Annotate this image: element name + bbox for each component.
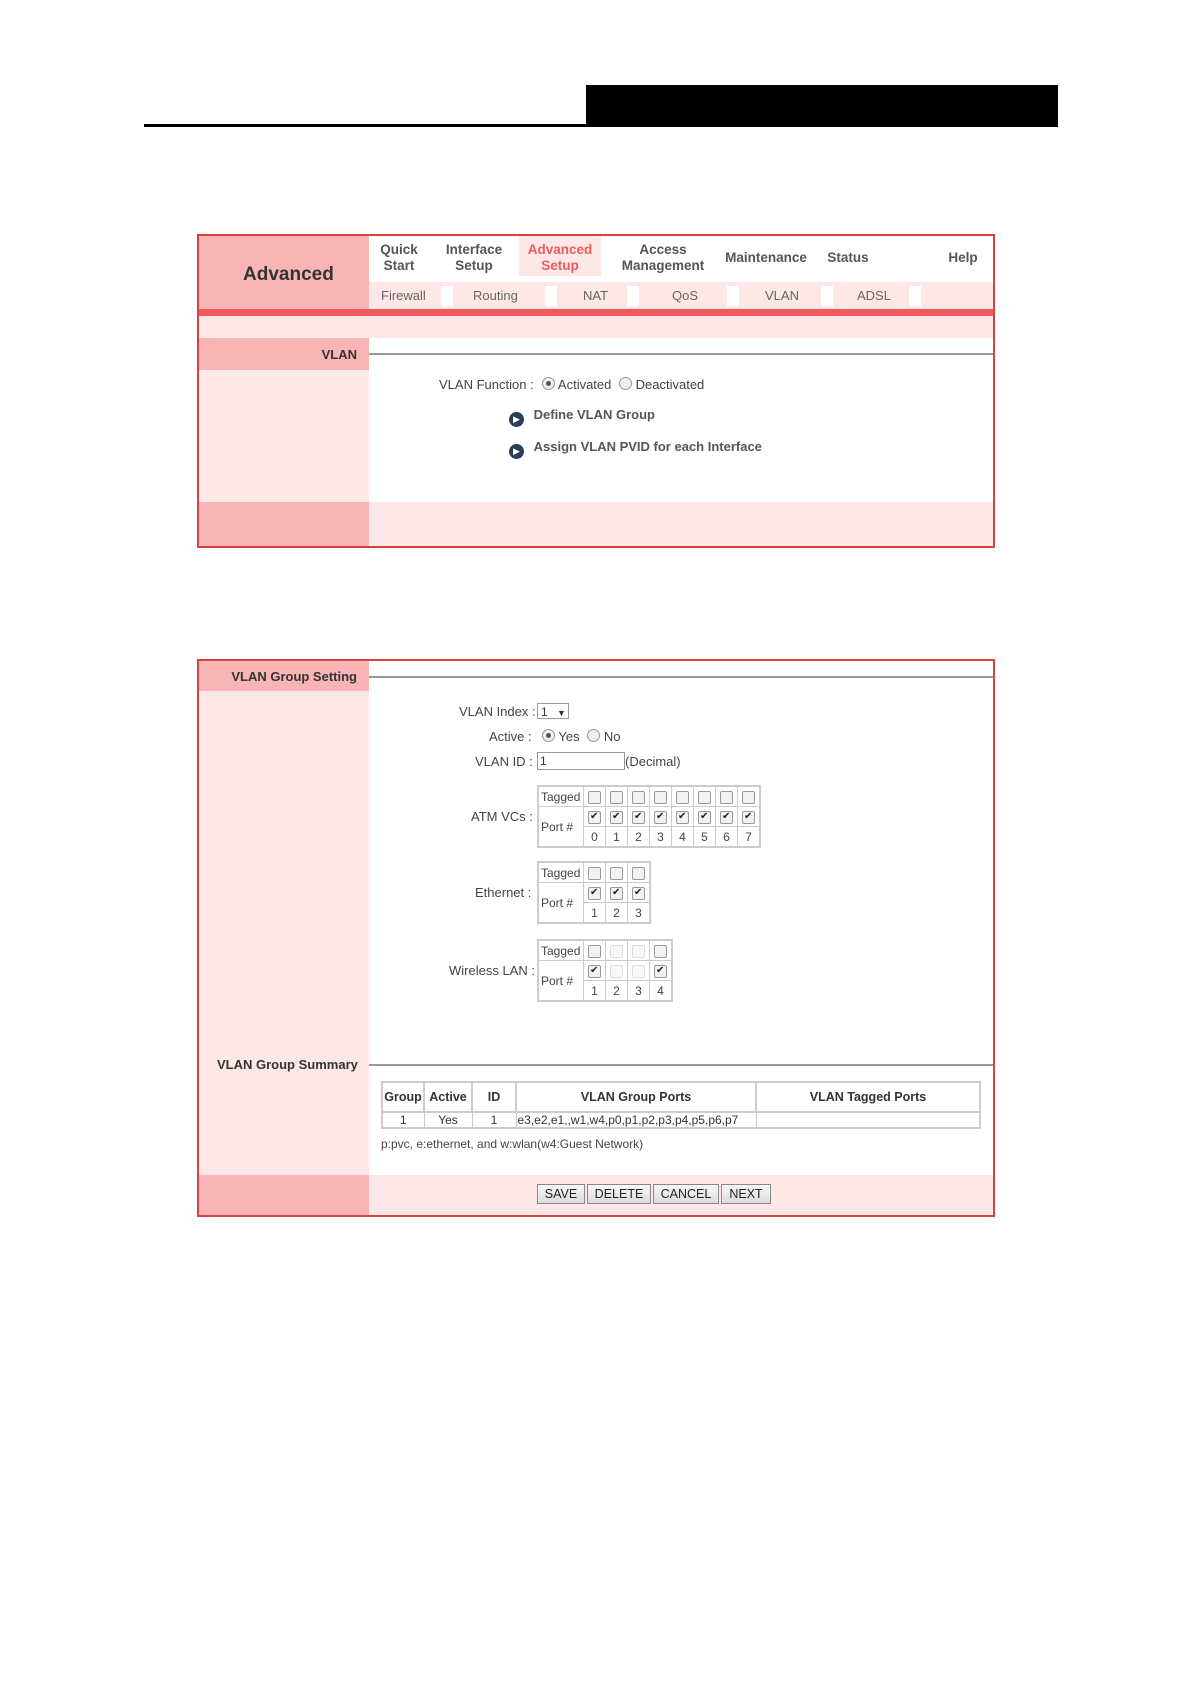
atm-port-number: 2: [628, 827, 650, 848]
nav-help[interactable]: Help: [948, 250, 978, 265]
eth-port-2[interactable]: [610, 887, 623, 900]
col-group: Group: [382, 1082, 424, 1112]
wlan-port-number: 2: [606, 981, 628, 1002]
atm-port-number: 6: [716, 827, 738, 848]
arrow-right-icon: ▶: [509, 444, 524, 459]
activated-label: Activated: [557, 377, 612, 392]
eth-tagged-2[interactable]: [610, 867, 623, 880]
atm-tagged-3[interactable]: [654, 791, 667, 804]
eth-port-1[interactable]: [588, 887, 601, 900]
assign-pvid-link[interactable]: ▶ Assign VLAN PVID for each Interface: [509, 439, 762, 459]
dropdown-arrow-icon: ▼: [557, 708, 566, 718]
nav-advanced-setup[interactable]: Advanced Setup: [519, 236, 601, 276]
eth-tagged-1[interactable]: [588, 867, 601, 880]
atm-port-2[interactable]: [632, 811, 645, 824]
footer-left: [199, 502, 369, 546]
active-group: [542, 729, 620, 744]
nav-divider: [199, 309, 993, 316]
ethernet-label: Ethernet :: [475, 885, 532, 900]
wlan-port-number: 4: [650, 981, 673, 1002]
brand-title: Advanced: [243, 264, 334, 285]
vlan-function-group: [542, 377, 704, 392]
group-setting-header: VLAN Group Setting: [199, 661, 369, 691]
define-vlan-group-link[interactable]: ▶ Define VLAN Group: [509, 407, 655, 427]
wireless-lan-grid: [537, 939, 673, 1002]
atm-port-5[interactable]: [698, 811, 711, 824]
nav-maintenance[interactable]: Maintenance: [725, 250, 807, 265]
section-rule: [369, 1064, 993, 1066]
save-button[interactable]: SAVE: [537, 1184, 585, 1204]
eth-tagged-3[interactable]: [632, 867, 645, 880]
subnav-separator: [909, 286, 921, 306]
atm-port-number: 7: [738, 827, 761, 848]
active-no-label: No: [603, 729, 621, 744]
eth-port-number: 3: [628, 903, 651, 924]
atm-port-number: 5: [694, 827, 716, 848]
next-button[interactable]: NEXT: [721, 1184, 771, 1204]
active-label: Active :: [489, 729, 532, 744]
cancel-button[interactable]: CANCEL: [653, 1184, 719, 1204]
nav-interface-setup[interactable]: Interface Setup: [445, 242, 503, 273]
left-column: [199, 691, 369, 1175]
atm-port-7[interactable]: [742, 811, 755, 824]
subnav-separator: [545, 286, 557, 306]
col-id: ID: [472, 1082, 516, 1112]
atm-tagged-2[interactable]: [632, 791, 645, 804]
atm-port-number: 4: [672, 827, 694, 848]
wlan-tagged-3[interactable]: [632, 945, 645, 958]
subnav-separator: [627, 286, 639, 306]
wlan-port-3[interactable]: [632, 965, 645, 978]
wlan-port-number: 1: [584, 981, 606, 1002]
active-yes-label: Yes: [558, 729, 580, 744]
subnav-separator: [441, 286, 453, 306]
vlan-group-panel: [197, 659, 995, 1217]
col-group-ports: VLAN Group Ports: [516, 1082, 756, 1112]
tagged-label: Tagged: [538, 940, 584, 961]
vlan-id-unit: (Decimal): [625, 754, 681, 769]
col-active: Active: [424, 1082, 472, 1112]
group-summary-table: [381, 1081, 981, 1129]
vlan-id-input[interactable]: 1: [537, 752, 625, 770]
header-bar: [586, 85, 1058, 127]
subnav-adsl[interactable]: ADSL: [857, 288, 891, 303]
atm-tagged-1[interactable]: [610, 791, 623, 804]
footer-left: [199, 1175, 369, 1215]
subnav-separator: [727, 286, 739, 306]
wireless-lan-label: Wireless LAN :: [449, 963, 535, 978]
subnav-vlan[interactable]: VLAN: [765, 288, 799, 303]
col-tagged-ports: VLAN Tagged Ports: [756, 1082, 980, 1112]
nav-strip: [199, 316, 993, 338]
atm-port-3[interactable]: [654, 811, 667, 824]
eth-port-number: 2: [606, 903, 628, 924]
subnav-firewall[interactable]: Firewall: [381, 288, 426, 303]
table-row: 1 Yes 1 e3,e2,e1,,w1,w4,p0,p1,p2,p3,p4,p5,p6,p7: [382, 1112, 980, 1128]
activated-radio[interactable]: [542, 377, 555, 390]
wlan-tagged-1[interactable]: [588, 945, 601, 958]
atm-port-4[interactable]: [676, 811, 689, 824]
nav-access-management[interactable]: Access Management: [621, 242, 705, 273]
port-label: Port #: [538, 883, 584, 924]
active-yes-radio[interactable]: [542, 729, 555, 742]
atm-port-0[interactable]: [588, 811, 601, 824]
wlan-tagged-4[interactable]: [654, 945, 667, 958]
vlan-section-header: VLAN: [199, 338, 369, 370]
delete-button[interactable]: DELETE: [587, 1184, 651, 1204]
section-rule: [369, 353, 993, 355]
atm-tagged-4[interactable]: [676, 791, 689, 804]
vlan-function-label: VLAN Function :: [439, 377, 534, 392]
atm-tagged-6[interactable]: [720, 791, 733, 804]
atm-port-number: 1: [606, 827, 628, 848]
eth-port-3[interactable]: [632, 887, 645, 900]
vlan-index-label: VLAN Index :: [459, 704, 536, 719]
main-nav: [369, 236, 993, 282]
active-no-radio[interactable]: [587, 729, 600, 742]
atm-port-6[interactable]: [720, 811, 733, 824]
legend-note: p:pvc, e:ethernet, and w:wlan(w4:Guest Network): [381, 1137, 644, 1151]
brand-block: [199, 236, 369, 309]
ethernet-grid: [537, 861, 651, 924]
section-rule: [369, 676, 993, 678]
tagged-label: Tagged: [538, 786, 584, 807]
atm-vcs-label: ATM VCs :: [471, 809, 533, 824]
wlan-port-2[interactable]: [610, 965, 623, 978]
wlan-port-number: 3: [628, 981, 650, 1002]
nav-status[interactable]: Status: [827, 250, 869, 265]
atm-vcs-grid: [537, 785, 761, 848]
tagged-label: Tagged: [538, 862, 584, 883]
vlan-id-label: VLAN ID :: [475, 754, 533, 769]
subnav-qos[interactable]: QoS: [672, 288, 699, 303]
subnav-nat[interactable]: NAT: [583, 288, 609, 303]
vlan-panel: [197, 234, 995, 548]
wlan-port-1[interactable]: [588, 965, 601, 978]
atm-tagged-5[interactable]: [698, 791, 711, 804]
deactivated-label: Deactivated: [635, 377, 705, 392]
button-bar: [537, 1184, 777, 1206]
port-label: Port #: [538, 807, 584, 848]
arrow-right-icon: ▶: [509, 412, 524, 427]
vlan-index-select[interactable]: 1 ▼: [537, 703, 569, 719]
subnav-separator: [821, 286, 833, 306]
port-label: Port #: [538, 961, 584, 1002]
atm-port-number: 0: [584, 827, 606, 848]
sub-nav: [369, 282, 993, 309]
eth-port-number: 1: [584, 903, 606, 924]
wlan-tagged-2[interactable]: [610, 945, 623, 958]
atm-port-1[interactable]: [610, 811, 623, 824]
atm-tagged-0[interactable]: [588, 791, 601, 804]
atm-tagged-7[interactable]: [742, 791, 755, 804]
wlan-port-4[interactable]: [654, 965, 667, 978]
subnav-routing[interactable]: Routing: [473, 288, 518, 303]
atm-port-number: 3: [650, 827, 672, 848]
left-column: [199, 370, 369, 502]
group-summary-header: VLAN Group Summary: [217, 1057, 358, 1072]
nav-quick-start[interactable]: Quick Start: [380, 242, 418, 273]
deactivated-radio[interactable]: [619, 377, 632, 390]
